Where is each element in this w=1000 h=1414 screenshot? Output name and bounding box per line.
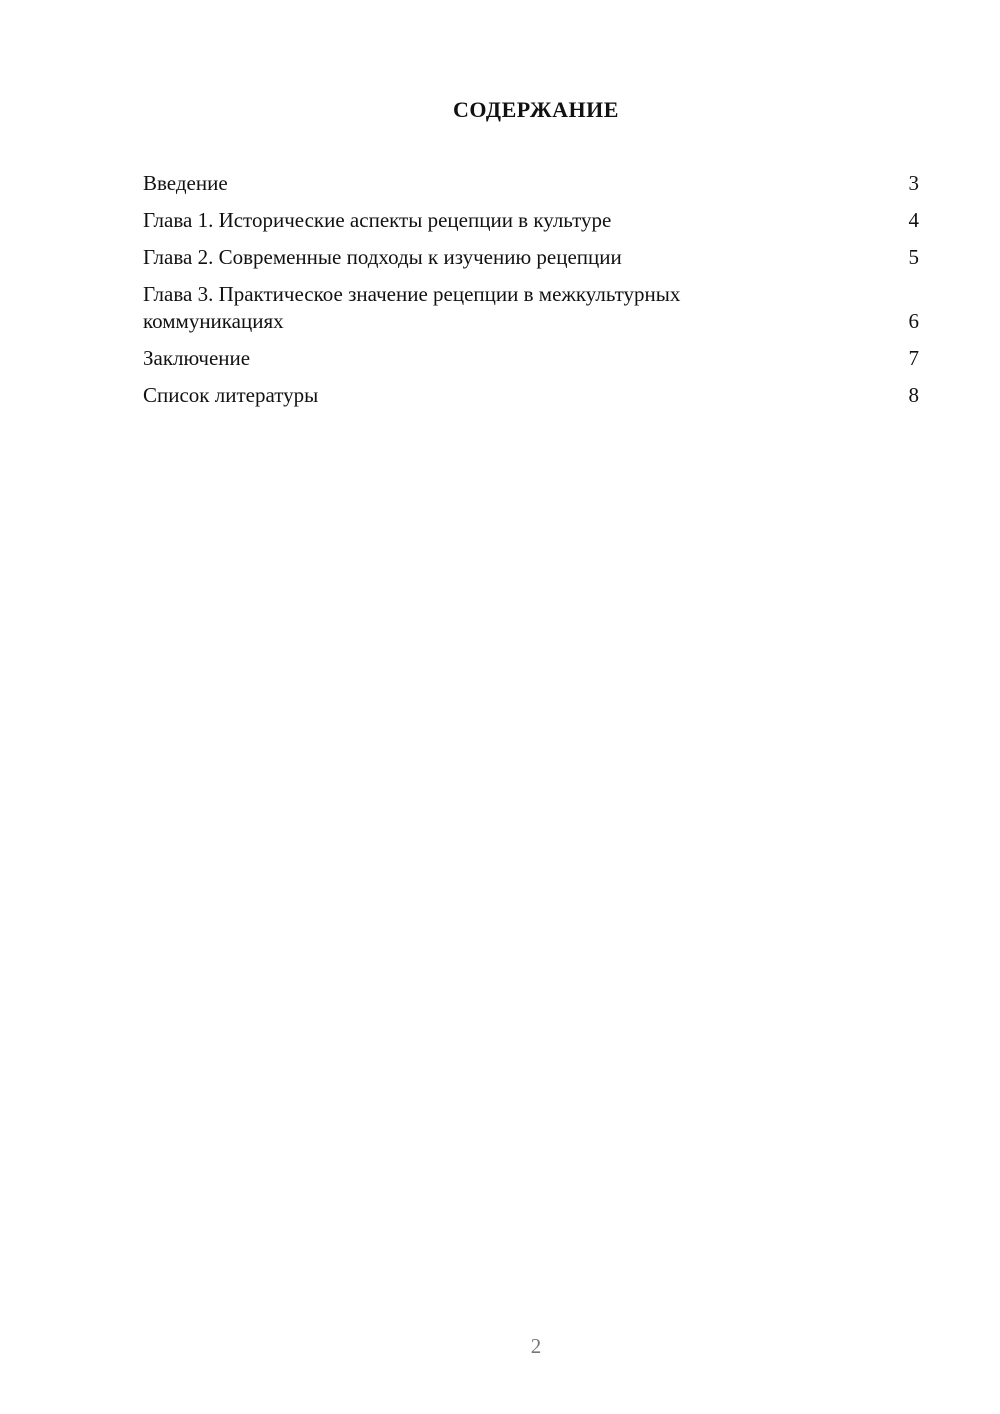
toc-entry-title: Глава 2. Современные подходы к изучению рецепции — [143, 245, 622, 269]
toc-entry-chapter-1[interactable] — [143, 207, 919, 234]
toc-entry-page: 5 — [908, 245, 919, 269]
toc-entry-title: Введение — [143, 171, 228, 195]
toc-entry-introduction[interactable] — [143, 170, 919, 197]
toc-entry-page: 8 — [908, 383, 919, 407]
table-of-contents — [143, 170, 919, 419]
toc-entry-title: Глава 1. Исторические аспекты рецепции в культуре — [143, 208, 612, 232]
toc-entry-page: 7 — [908, 346, 919, 370]
toc-entry-title: Заключение — [143, 346, 251, 370]
toc-entry-title: Глава 3. Практическое значение рецепции в межкультурных коммуникациях — [143, 282, 681, 333]
toc-entry-conclusion[interactable] — [143, 345, 919, 372]
toc-heading: СОДЕРЖАНИЕ — [453, 97, 619, 122]
toc-entry-chapter-2[interactable] — [143, 244, 919, 271]
toc-entry-page: 6 — [908, 309, 919, 333]
toc-entry-page: 4 — [908, 208, 919, 232]
toc-entry-page: 3 — [908, 171, 919, 195]
toc-entry-title: Список литературы — [143, 383, 319, 407]
toc-entry-references[interactable] — [143, 382, 919, 409]
toc-entry-chapter-3[interactable] — [143, 281, 919, 335]
page-number: 2 — [530, 1334, 542, 1358]
